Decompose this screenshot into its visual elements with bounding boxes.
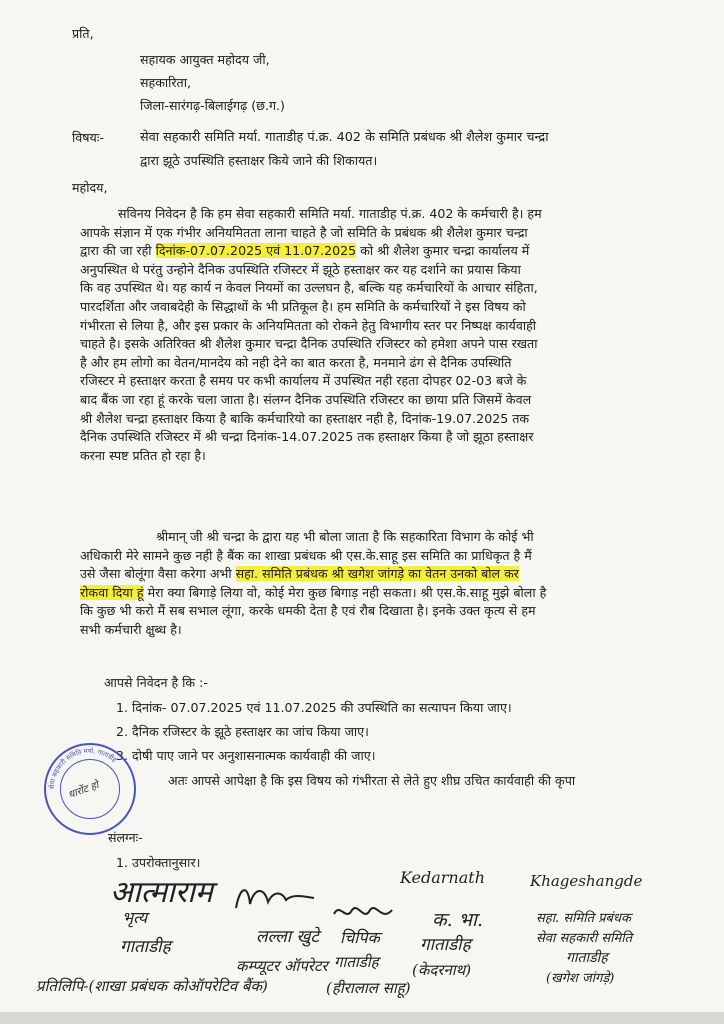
p2-line: सभी कर्मचारी क्षुब्ध है। [80,621,182,637]
addressee-line-2: सहकारिता, [140,75,191,90]
page-bottom-edge [0,1012,724,1024]
prati-label: प्रति, [72,26,94,41]
p1-line: बाद बैंक जा रहा हूं करके चला जाता है। संलग्न दैनिक उपस्थिति रजिस्टर का छाया प्रति जिसमें केवल [80,391,532,407]
paragraph-2 [80,528,640,640]
salutation: महोदय, [72,180,108,195]
p1-line [80,242,640,261]
addressee-line-1: सहायक आयुक्त महोदय जी, [140,52,270,67]
p1-line: रजिस्टर मे हस्ताक्षर करता है समय पर कभी कार्यालय में उपस्थित नही रहता दोपहर 02-03 बजे के [80,373,527,389]
official-stamp [44,743,136,835]
addressee-line-3: जिला-सारंगढ़-बिलाईगढ़ (छ.ग.) [140,98,285,113]
p1-line: दैनिक उपस्थिति रजिस्टर में श्री चन्द्रा दिनांक-14.07.2025 तक हस्ताक्षर किया है जो झूठा हस्ताक्षर [80,429,534,445]
highlighted-complaint: सहा. समिति प्रबंधक श्री खगेश जांगड़े का वेतन उनको बोल कर [235,566,519,582]
signature-3-designation: चिपिक [340,928,380,947]
request-intro: आपसे निवेदन है कि :- [104,675,208,690]
signature-5-designation: सहा. समिति प्रबंधक [536,911,631,926]
enclosure-label: संलग्नः- [108,830,143,845]
highlighted-complaint-cont: रोकवा दिया हूं [80,584,144,600]
signature-4-place: गाताडीह [420,935,471,955]
request-item-3: 3. दोषी पाए जाने पर अनुशासनात्मक कार्यवाही की जाए। [116,748,376,763]
paragraph-1 [80,205,640,465]
signature-2-scribble-icon [230,878,320,918]
signature-3-place: गाताडीह [334,953,379,971]
copy-to-footer: प्रतिलिपि-(शाखा प्रबंधक कोऑपरेटिव बैंक) [36,977,268,995]
p1-line: आपके संज्ञान में एक गंभीर अनियमितता लाना चाहते है जो समिति के प्रबंधक श्री शैलेश कुमार चन्द्रा [80,224,528,240]
p1-line: है और हम लोगो का वेतन/मानदेय को नही देने का बात करता है, मनमाने ढंग से दैनिक उपस्थिति [80,354,512,370]
p1-line: अनुपस्थित थे परंतु उन्होने दैनिक उपस्थिति रजिस्टर में झूठे हस्ताक्षर कर यह दर्शाने का प्रयास किया [80,261,521,277]
p1-text: द्वारा की जा रही [80,243,156,259]
request-item-1: 1. दिनांक- 07.07.2025 एवं 11.07.2025 की उपस्थिति का सत्यापन किया जाए। [116,700,512,715]
p1-line: सविनय निवेदन है कि हम सेवा सहकारी समिति मर्या. गाताडीह पं.क्र. 402 के कर्मचारी है। हम [118,206,542,221]
signature-2-designation: लल्ला खुटे [256,927,319,947]
signature-5: Khageshangde [530,872,643,890]
p1-line: पारदर्शिता और जवाबदेही के सिद्धाथों के भी प्रतिकूल है। हम समिति के कर्मचारियों ने इस विषय को [80,298,526,314]
p2-line: श्रीमान् जी श्री चन्द्रा के द्वारा यह भी बोला जाता है कि सहकारिता विभाग के कोई भी [156,529,534,544]
signature-5-place: गाताडीह [566,950,608,966]
stamp-ring-text: सेवा सहकारी समिति मर्या. गाताडीह [47,746,119,790]
p1-line: करना स्पष्ट प्रतित हो रहा है। [80,447,206,463]
p2-line [80,584,640,603]
signature-4-designation: क. भा. [432,909,483,931]
subject-line-1: सेवा सहकारी समिति मर्या. गाताडीह पं.क्र. 402 के समिति प्रबंधक श्री शैलेश कुमार चन्द्रा [140,130,549,145]
p2-line [80,565,640,584]
p1-line: कि वह उपस्थित थे। यह कार्य न केवल नियमों का उल्लघन है, बल्कि यह कर्मचारियों के आचार संहिता, [80,280,538,296]
enclosure-item: 1. उपरोक्तानुसार। [116,855,201,870]
signature-3-name: (हीरालाल साहू) [326,979,411,997]
subject-label: विषयः- [72,130,104,145]
signature-5-org: सेवा सहकारी समिति [536,931,633,946]
p2-text: मेरा क्या बिगाड़े लिया वो, कोई मेरा कुछ बिगाड़ नही सकता। श्री एस.के.साहू मुझे बोला है [143,584,547,600]
p2-line: अधिकारी मेरे सामने कुछ नही है बैंक का शाखा प्रबंधक श्री एस.के.साहू इस समिति का प्राधिकृत है मैं [80,547,532,563]
signature-4: Kedarnath [400,868,485,887]
signature-4-name: (केदरनाथ) [412,961,472,979]
closing-line: अतः आपसे आपेक्षा है कि इस विषय को गंभीरता से लेते हुए शीघ्र उचित कार्यवाही की कृपा [168,773,576,788]
signature-1-designation: भृत्य [122,908,148,927]
p2-text: उसे जैसा बोलूंगा वैसा करेगा अभी [80,566,236,582]
stamp-center-signature: धारोंट हो [66,779,101,802]
signature-1-place: गाताडीह [120,937,171,957]
p1-text: को श्री शैलेश कुमार चन्द्रा कार्यालय में [356,243,530,259]
subject-line-2: द्वारा झूठे उपस्थिति हस्ताक्षर किये जाने की शिकायत। [140,153,378,168]
p1-line: गंभीरता से लिया है, और इस प्रकार के अनियमितता को रोकने हेतु विभागीय स्तर पर निष्पक्ष कार्यवाही [80,317,537,333]
signature-2-extra: कम्प्यूटर ऑपरेटर [236,957,328,975]
p2-line: कि कुछ भी करो मैं सब सभाल लूंगा, करके धमकी देता है एवं रौब दिखाता है। इनके उक्त कृत्य से हम [80,603,536,619]
highlighted-dates: दिनांक-07.07.2025 एवं 11.07.2025 [155,243,357,259]
signature-1: आत्माराम [110,875,213,910]
request-item-2: 2. दैनिक रजिस्टर के झूठे हस्ताक्षर का जांच किया जाए। [116,724,369,739]
signature-5-name: (खगेश जांगड़े) [546,971,615,986]
p1-line: श्री शैलेश चन्द्रा हस्ताक्षर किया है बाकि कर्मचारियो का हस्ताक्षर नही है, दिनांक-19.07.2025 तक [80,410,530,426]
signature-3-scribble-icon [330,900,396,924]
p1-line: चाहते है। इसके अतिरिक्त श्री शैलेश कुमार चन्द्रा दैनिक उपस्थिति रजिस्टर को हमेशा अपने पास रखता [80,336,538,352]
